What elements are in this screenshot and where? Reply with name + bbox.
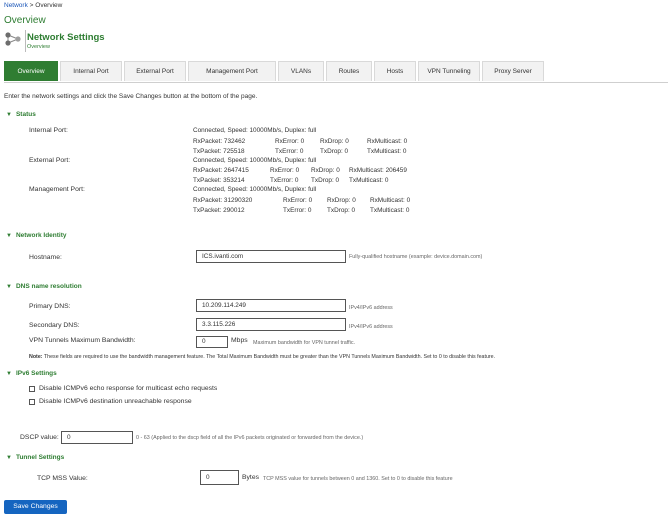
internal-txpacket: TxPacket: 725518 bbox=[193, 148, 245, 155]
dscp-hint: 0 - 63 (Applied to the dscp field of all the IPv6 packets originated or forwarded from the device.) bbox=[136, 435, 364, 441]
section-network-identity[interactable] bbox=[6, 232, 67, 239]
internal-rxpacket: RxPacket: 732462 bbox=[193, 138, 246, 145]
internal-txmulticast: TxMulticast: 0 bbox=[367, 148, 407, 155]
section-ipv6[interactable] bbox=[6, 370, 57, 377]
secondary-dns-label: Secondary DNS: bbox=[29, 322, 80, 329]
external-txpacket: TxPacket: 353214 bbox=[193, 177, 245, 184]
note-label: Note: bbox=[29, 354, 43, 360]
section-dns[interactable] bbox=[6, 283, 82, 290]
management-txmulticast: TxMulticast: 0 bbox=[370, 207, 410, 214]
tab-bar bbox=[4, 61, 668, 83]
dscp-label: DSCP value: bbox=[20, 434, 59, 441]
header-divider bbox=[25, 30, 26, 52]
management-txpacket: TxPacket: 290012 bbox=[193, 207, 245, 214]
secondary-dns-hint: IPv4/IPv6 address bbox=[349, 324, 393, 330]
management-port-connection: Connected, Speed: 10000Mb/s, Duplex: full bbox=[193, 186, 317, 193]
section-status-heading: Status bbox=[15, 111, 36, 118]
tcp-mss-unit: Bytes bbox=[242, 474, 259, 481]
external-txerror: TxError: 0 bbox=[270, 177, 299, 184]
vpn-bandwidth-label: VPN Tunnels Maximum Bandwidth: bbox=[29, 337, 136, 344]
internal-port-connection: Connected, Speed: 10000Mb/s, Duplex: full bbox=[193, 127, 317, 134]
hostname-hint: Fully-qualified hostname (example: device.domain.com) bbox=[349, 254, 483, 260]
management-rxerror: RxError: 0 bbox=[283, 197, 313, 204]
breadcrumb-separator: > bbox=[27, 2, 36, 9]
disable-icmpv6-unreachable-label: Disable ICMPv6 destination unreachable response bbox=[39, 398, 192, 405]
tcp-mss-hint: TCP MSS value for tunnels between 0 and 1360. Set to 0 to disable this feature bbox=[263, 476, 453, 482]
note-text: These fields are required to use the bandwidth management feature. The Total Maximum Bandwidth must be greater than the VPN Tunnels Maximum Bandwidth. Set to 0 to disable this feature. bbox=[42, 354, 496, 360]
section-network-identity-heading: Network Identity bbox=[15, 232, 67, 239]
breadcrumb bbox=[4, 2, 62, 9]
section-tunnel[interactable] bbox=[6, 454, 64, 461]
breadcrumb-current: Overview bbox=[35, 2, 63, 9]
disable-icmpv6-echo-label: Disable ICMPv6 echo response for multicast echo requests bbox=[39, 385, 218, 392]
vpn-bandwidth-hint: Maximum bandwidth for VPN tunnel traffic. bbox=[253, 340, 356, 346]
tcp-mss-label: TCP MSS Value: bbox=[37, 475, 88, 482]
hostname-label: Hostname: bbox=[29, 254, 62, 261]
tab-internal-port[interactable]: Internal Port bbox=[60, 61, 122, 81]
dscp-input[interactable]: 0 bbox=[61, 431, 133, 444]
tab-management-port[interactable]: Management Port bbox=[188, 61, 276, 81]
section-tunnel-heading: Tunnel Settings bbox=[15, 454, 65, 461]
internal-rxerror: RxError: 0 bbox=[275, 138, 305, 145]
management-rxmulticast: RxMulticast: 0 bbox=[370, 197, 411, 204]
tab-proxy-server[interactable]: Proxy Server bbox=[482, 61, 544, 81]
external-rxdrop: RxDrop: 0 bbox=[311, 167, 340, 174]
bandwidth-note bbox=[29, 354, 495, 360]
section-dns-heading: DNS name resolution bbox=[15, 283, 82, 290]
primary-dns-hint: IPv4/IPv6 address bbox=[349, 305, 393, 311]
external-txmulticast: TxMulticast: 0 bbox=[349, 177, 389, 184]
management-port-label: Management Port: bbox=[29, 186, 85, 193]
primary-dns-label: Primary DNS: bbox=[29, 303, 71, 310]
page-title: Network Settings bbox=[27, 32, 105, 43]
vpn-bandwidth-input[interactable]: 0 bbox=[196, 336, 228, 348]
tcp-mss-input[interactable]: 0 bbox=[200, 470, 239, 485]
external-rxerror: RxError: 0 bbox=[270, 167, 300, 174]
external-txdrop: TxDrop: 0 bbox=[311, 177, 340, 184]
management-txerror: TxError: 0 bbox=[283, 207, 312, 214]
external-rxmulticast: RxMulticast: 206459 bbox=[349, 167, 407, 174]
internal-port-label: Internal Port: bbox=[29, 127, 68, 134]
external-port-connection: Connected, Speed: 10000Mb/s, Duplex: full bbox=[193, 157, 317, 164]
management-rxdrop: RxDrop: 0 bbox=[327, 197, 356, 204]
tab-external-port[interactable]: External Port bbox=[124, 61, 186, 81]
chevron-down-icon: ▼ bbox=[6, 284, 12, 290]
hostname-input[interactable]: ICS.ivanti.com bbox=[196, 250, 346, 263]
chevron-down-icon: ▼ bbox=[6, 371, 12, 377]
section-ipv6-heading: IPv6 Settings bbox=[15, 370, 57, 377]
tab-vpn-tunneling[interactable]: VPN Tunneling bbox=[418, 61, 480, 81]
page-heading: Overview bbox=[4, 15, 46, 26]
tab-overview[interactable]: Overview bbox=[4, 61, 58, 81]
secondary-dns-input[interactable]: 3.3.115.226 bbox=[196, 318, 346, 331]
management-txdrop: TxDrop: 0 bbox=[327, 207, 356, 214]
internal-rxmulticast: RxMulticast: 0 bbox=[367, 138, 408, 145]
tab-vlans[interactable]: VLANs bbox=[278, 61, 324, 81]
disable-icmpv6-echo-checkbox[interactable] bbox=[29, 386, 35, 392]
chevron-down-icon: ▼ bbox=[6, 112, 12, 118]
external-port-label: External Port: bbox=[29, 157, 71, 164]
disable-icmpv6-unreachable-checkbox[interactable] bbox=[29, 399, 35, 405]
breadcrumb-network-link[interactable]: Network bbox=[4, 2, 28, 9]
internal-txerror: TxError: 0 bbox=[275, 148, 304, 155]
chevron-down-icon: ▼ bbox=[6, 455, 12, 461]
tab-hosts[interactable]: Hosts bbox=[374, 61, 416, 81]
tab-routes[interactable]: Routes bbox=[326, 61, 372, 81]
network-icon bbox=[4, 31, 22, 47]
chevron-down-icon: ▼ bbox=[6, 233, 12, 239]
section-status[interactable] bbox=[6, 111, 36, 118]
page-subtitle: Overview bbox=[27, 44, 50, 50]
intro-text: Enter the network settings and click the Save Changes button at the bottom of the page. bbox=[4, 93, 258, 100]
internal-txdrop: TxDrop: 0 bbox=[320, 148, 349, 155]
external-rxpacket: RxPacket: 2647415 bbox=[193, 167, 249, 174]
primary-dns-input[interactable]: 10.209.114.249 bbox=[196, 299, 346, 312]
vpn-bandwidth-unit: Mbps bbox=[231, 337, 248, 344]
internal-rxdrop: RxDrop: 0 bbox=[320, 138, 349, 145]
save-changes-button[interactable]: Save Changes bbox=[4, 500, 67, 514]
management-rxpacket: RxPacket: 31290320 bbox=[193, 197, 253, 204]
